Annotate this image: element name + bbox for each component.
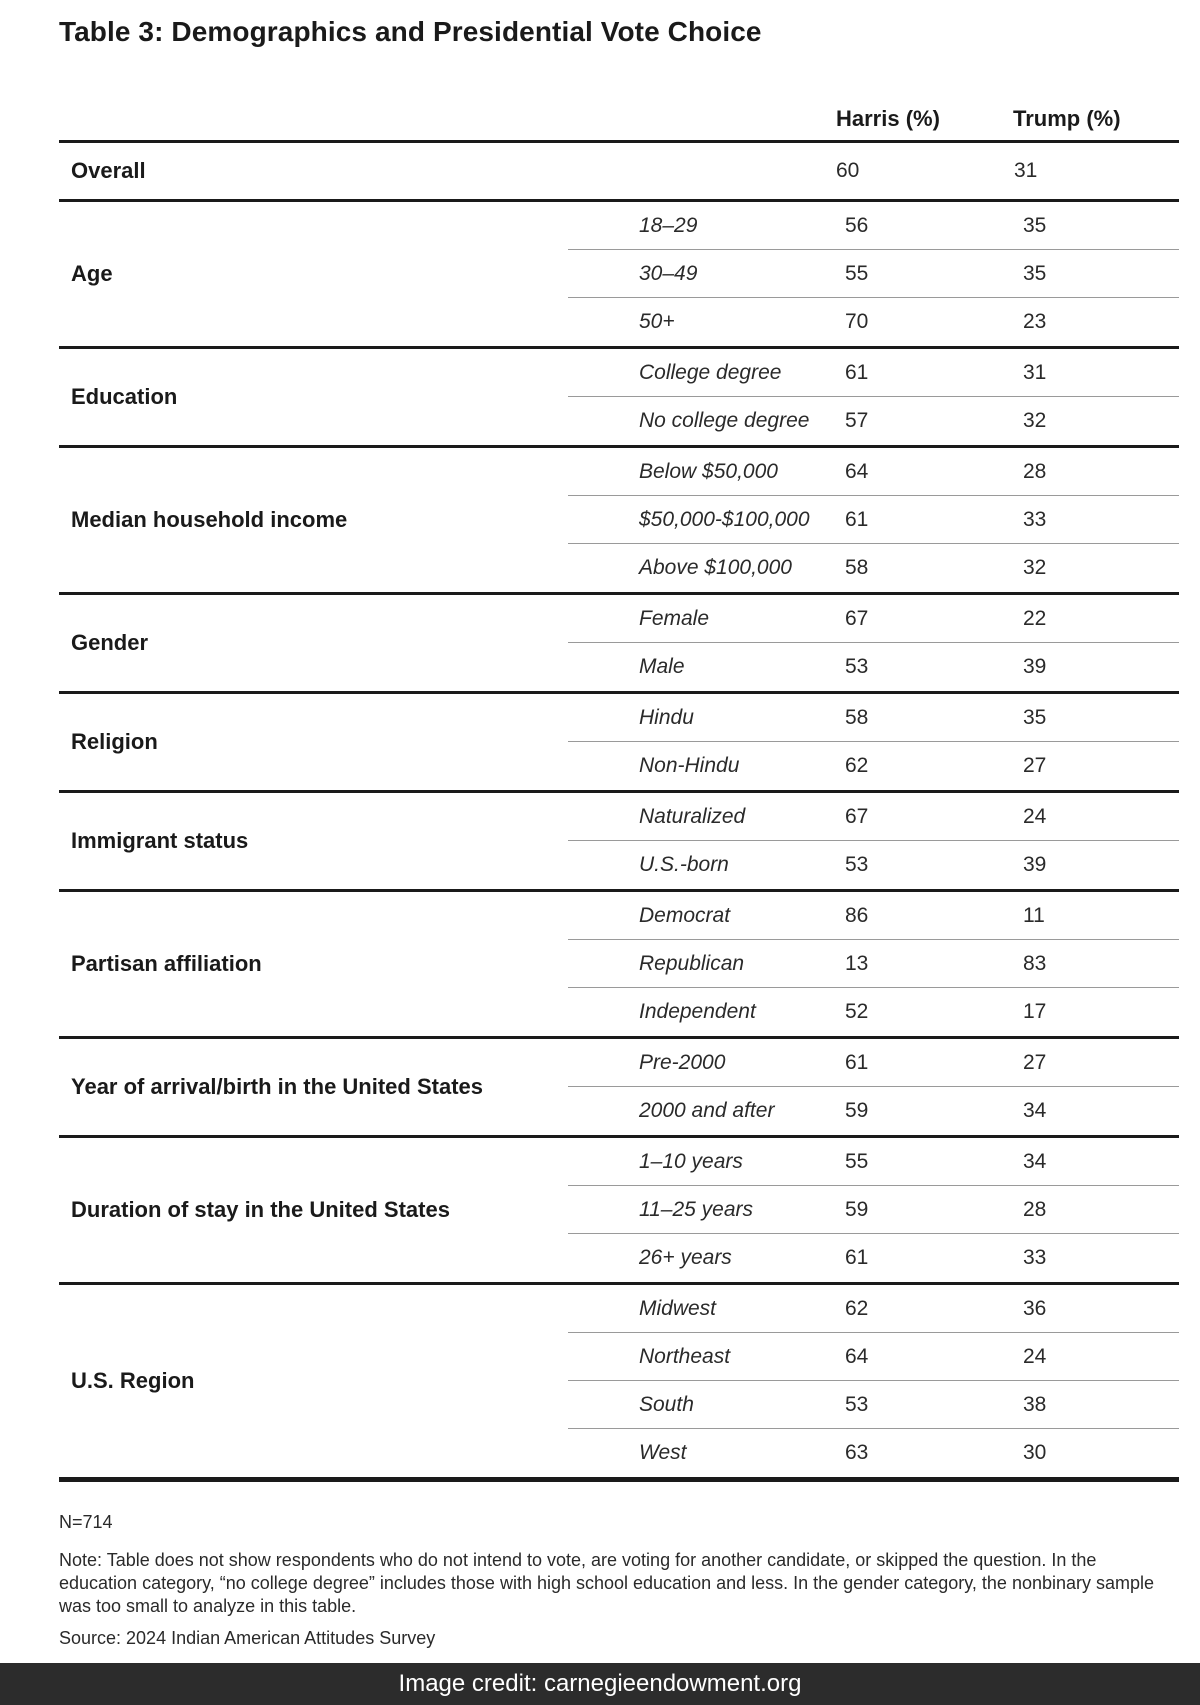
vote-choice-table <box>59 140 1179 1482</box>
group-label: Age <box>71 261 113 286</box>
table-row <box>568 841 1179 889</box>
harris-value: 63 <box>845 1441 869 1464</box>
trump-value: 24 <box>1023 1344 1047 1368</box>
subgroup-rows <box>568 202 1179 346</box>
subgroup-rows <box>568 1039 1179 1135</box>
group-label: Year of arrival/birth in the United States <box>71 1074 483 1099</box>
harris-value: 62 <box>845 754 869 777</box>
subgroup-rows <box>568 595 1179 691</box>
group-label: U.S. Region <box>71 1368 195 1393</box>
column-header-trump: Trump (%) <box>1013 106 1121 131</box>
subgroup-label: Non-Hindu <box>639 754 740 777</box>
demographic-group <box>59 595 1179 694</box>
subgroup-label: College degree <box>639 360 782 384</box>
table-row <box>568 448 1179 496</box>
subgroup-label: Independent <box>639 1000 756 1023</box>
subgroup-rows <box>568 793 1179 889</box>
subgroup-label: 30–49 <box>639 261 698 285</box>
demographic-group <box>59 1138 1179 1285</box>
group-label: Immigrant status <box>71 828 249 853</box>
demographic-group <box>59 349 1179 448</box>
harris-value: 64 <box>845 1344 869 1368</box>
subgroup-label: Female <box>639 606 710 630</box>
subgroup-label: 18–29 <box>639 213 698 237</box>
table-note: Note: Table does not show respondents who do not intend to vote, are voting for another candidate, or skipped the question. In the education category, “no college degree” includes those with high school education and less. In the gender category, the nonbinary sample was too small to analyze in this table. <box>59 1550 1155 1616</box>
harris-value: 61 <box>845 360 869 384</box>
trump-value: 38 <box>1023 1392 1047 1416</box>
demographic-group <box>59 793 1179 892</box>
subgroup-rows <box>568 1138 1179 1282</box>
subgroup-label: Republican <box>639 951 745 975</box>
harris-value: 52 <box>845 1000 869 1023</box>
table-row <box>568 940 1179 988</box>
table-row <box>568 1285 1179 1333</box>
harris-value: 61 <box>845 1246 869 1269</box>
table-row <box>568 793 1179 841</box>
column-header-harris: Harris (%) <box>836 106 940 131</box>
harris-value: 60 <box>836 159 860 182</box>
subgroup-label: Above $100,000 <box>639 556 792 579</box>
trump-value: 35 <box>1023 705 1047 729</box>
table-row <box>568 1234 1179 1282</box>
trump-value: 35 <box>1023 261 1047 285</box>
subgroup-rows <box>568 448 1179 592</box>
trump-value: 31 <box>1014 159 1038 182</box>
trump-value: 35 <box>1023 213 1047 237</box>
table-row <box>568 595 1179 643</box>
table-row <box>568 643 1179 691</box>
harris-value: 62 <box>845 1296 869 1320</box>
trump-value: 39 <box>1023 655 1047 678</box>
harris-value: 55 <box>845 1149 869 1173</box>
table-footer <box>59 1512 1179 1649</box>
harris-value: 53 <box>845 655 869 678</box>
trump-value: 11 <box>1023 903 1045 927</box>
subgroup-label: 11–25 years <box>639 1197 754 1221</box>
trump-value: 83 <box>1023 951 1047 975</box>
harris-value: 53 <box>845 853 869 876</box>
subgroup-label: Naturalized <box>639 804 746 828</box>
harris-value: 67 <box>845 606 869 630</box>
harris-value: 59 <box>845 1197 869 1221</box>
trump-value: 17 <box>1023 1000 1047 1023</box>
demographic-group <box>59 694 1179 793</box>
harris-value: 58 <box>845 556 869 579</box>
demographic-group <box>59 202 1179 349</box>
harris-value: 61 <box>845 507 869 531</box>
harris-value: 67 <box>845 804 869 828</box>
subgroup-label: 2000 and after <box>639 1099 775 1122</box>
trump-value: 33 <box>1023 507 1047 531</box>
subgroup-label: $50,000-$100,000 <box>639 507 810 531</box>
harris-value: 61 <box>845 1050 869 1074</box>
subgroup-label: West <box>639 1441 687 1464</box>
table-row <box>568 892 1179 940</box>
table-row <box>568 988 1179 1036</box>
group-label: Education <box>71 384 178 409</box>
trump-value: 30 <box>1023 1441 1047 1464</box>
image-credit: Image credit: carnegieendowment.org <box>0 1663 1200 1705</box>
subgroup-label: Hindu <box>639 705 694 729</box>
subgroup-label: No college degree <box>639 409 810 432</box>
subgroup-label: Northeast <box>639 1344 731 1368</box>
harris-value: 59 <box>845 1099 869 1122</box>
group-label: Religion <box>71 729 158 754</box>
table-row <box>568 1138 1179 1186</box>
table-row <box>568 496 1179 544</box>
trump-value: 33 <box>1023 1246 1047 1269</box>
table-row <box>568 1429 1179 1477</box>
subgroup-label: U.S.-born <box>639 853 729 876</box>
table-row <box>568 1186 1179 1234</box>
harris-value: 56 <box>845 213 869 237</box>
subgroup-label: 1–10 years <box>639 1149 743 1173</box>
harris-value: 64 <box>845 459 869 483</box>
sample-size: N=714 <box>59 1512 113 1532</box>
demographic-groups <box>59 202 1179 1482</box>
overall-row <box>59 140 1179 202</box>
table-row <box>568 1333 1179 1381</box>
trump-value: 23 <box>1023 310 1047 333</box>
trump-value: 28 <box>1023 1197 1047 1221</box>
subgroup-rows <box>568 892 1179 1036</box>
subgroup-rows <box>568 694 1179 790</box>
subgroup-rows <box>568 1285 1179 1477</box>
table-row <box>568 202 1179 250</box>
group-label: Gender <box>71 630 149 655</box>
group-label: Duration of stay in the United States <box>71 1197 450 1222</box>
trump-value: 32 <box>1023 409 1047 432</box>
table-source: Source: 2024 Indian American Attitudes Survey <box>59 1628 436 1648</box>
demographic-group <box>59 1285 1179 1482</box>
table-row <box>568 694 1179 742</box>
trump-value: 36 <box>1023 1296 1047 1320</box>
trump-value: 24 <box>1023 804 1047 828</box>
group-label: Partisan affiliation <box>71 951 262 976</box>
harris-value: 70 <box>845 310 869 333</box>
table-row <box>568 397 1179 445</box>
harris-value: 57 <box>845 409 869 432</box>
subgroup-label: 50+ <box>639 310 675 333</box>
table-title: Table 3: Demographics and Presidential Vote Choice <box>59 16 762 47</box>
harris-value: 58 <box>845 705 869 729</box>
trump-value: 22 <box>1023 606 1047 630</box>
trump-value: 27 <box>1023 754 1047 777</box>
table-row <box>568 1381 1179 1429</box>
trump-value: 32 <box>1023 556 1047 579</box>
demographic-group <box>59 448 1179 595</box>
harris-value: 86 <box>845 903 869 927</box>
subgroup-label: Below $50,000 <box>639 459 778 483</box>
group-label: Overall <box>71 158 146 183</box>
table-row <box>568 1039 1179 1087</box>
trump-value: 34 <box>1023 1149 1047 1173</box>
table-row <box>568 349 1179 397</box>
harris-value: 55 <box>845 261 869 285</box>
subgroup-label: Male <box>639 655 685 678</box>
trump-value: 28 <box>1023 459 1047 483</box>
subgroup-rows <box>568 349 1179 445</box>
subgroup-label: Pre-2000 <box>639 1050 726 1074</box>
subgroup-label: Midwest <box>639 1296 717 1320</box>
demographic-group <box>59 1039 1179 1138</box>
trump-value: 31 <box>1023 360 1047 384</box>
subgroup-label: South <box>639 1392 694 1416</box>
table-row <box>568 298 1179 346</box>
trump-value: 34 <box>1023 1099 1047 1122</box>
table-row <box>568 250 1179 298</box>
trump-value: 27 <box>1023 1050 1047 1074</box>
table-row <box>568 544 1179 592</box>
group-label: Median household income <box>71 507 348 532</box>
subgroup-label: Democrat <box>639 903 731 927</box>
demographic-group <box>59 892 1179 1039</box>
trump-value: 39 <box>1023 853 1047 876</box>
subgroup-label: 26+ years <box>639 1246 732 1269</box>
harris-value: 53 <box>845 1392 869 1416</box>
table-row <box>568 742 1179 790</box>
harris-value: 13 <box>845 951 869 975</box>
table-row <box>568 1087 1179 1135</box>
